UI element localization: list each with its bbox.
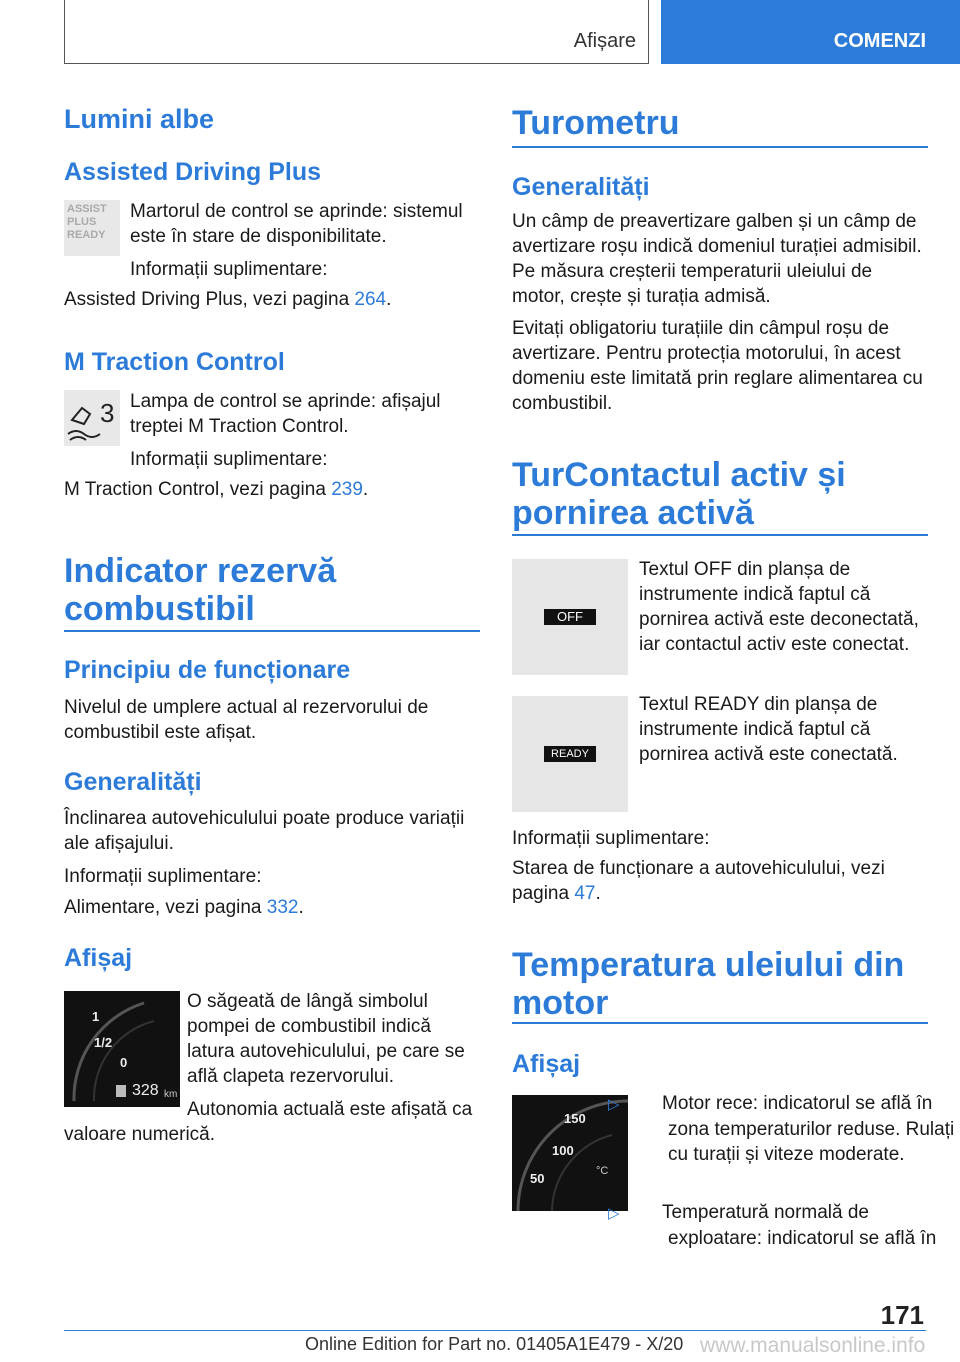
- header-tab-label: COMENZI: [833, 30, 926, 52]
- off-indicator-image: OFF: [512, 559, 628, 675]
- adp-reference: Assisted Driving Plus, vezi pagina 264.: [64, 289, 392, 310]
- mtc-title: M Traction Control: [64, 348, 285, 376]
- fuel-pump-icon: [116, 1085, 126, 1097]
- mtc-text: Lampa de control se aprinde: afișajul treptei M Traction Control.: [130, 391, 441, 437]
- ready-indicator-image: READY: [512, 696, 628, 812]
- bullet-item-2: ▷ Temperatură normală de exploatare: indicatorul se află în: [608, 1202, 937, 1249]
- lumini-albe-title: Lumini albe: [64, 104, 215, 134]
- left-generalitati-text: Înclinarea autovehiculului poate produce variații ale afișajului.: [64, 808, 465, 854]
- adp-indicator-icon: ASSIST PLUS READY: [64, 200, 120, 256]
- left-afisaj-text: O săgeată de lângă simbolul pompei de combustibil indică latura autovehiculului, pe care se află clapeta rezervorului.: [187, 991, 465, 1087]
- mtc-page-link[interactable]: 239: [331, 479, 363, 500]
- header-tab: [661, 0, 960, 64]
- turometru-rule: [512, 146, 928, 148]
- adp-info-label: Informații suplimentare:: [130, 259, 328, 280]
- turometru-title: Turometru: [512, 104, 680, 142]
- principiu-text: Nivelul de umplere actual al rezervorului de combustibil este afișat.: [64, 697, 429, 743]
- triangle-bullet-icon: ▷: [608, 1205, 620, 1222]
- bullet-item-1: ▷ Motor rece: indicatorul se află în zona temperaturilor reduse. Rulați cu turații și viteze moderate.: [608, 1093, 955, 1165]
- header-section-label: Afișare: [573, 30, 636, 52]
- fuel-gauge-image: 1 1/2 0 328 km: [64, 991, 180, 1107]
- right-generalitati-text: Un câmp de preavertizare galben și un câmp de avertizare roșu indică domeniul turației admisibil. Pe măsura creșterii temperaturii uleiului de motor, crește și turația admisă.: [512, 211, 922, 307]
- right-info-label: Informații suplimentare:: [512, 828, 710, 849]
- footer-rule: [64, 1330, 926, 1331]
- triangle-bullet-icon: ▷: [608, 1096, 620, 1113]
- mtc-info-label: Informații suplimentare:: [130, 449, 328, 470]
- left-afisaj-text2: Autonomia actuală este afișată ca valoare numerică.: [64, 1099, 473, 1145]
- mtc-reference: M Traction Control, vezi pagina 239.: [64, 479, 369, 500]
- principiu-title: Principiu de funcționare: [64, 656, 351, 684]
- adp-text: Martorul de control se aprinde: sistemul este în stare de disponibilitate.: [130, 201, 463, 247]
- fuel-reserve-title: Indicator rezervă combustibil: [64, 552, 337, 628]
- fuel-title-rule: [64, 630, 480, 632]
- contact-rule: [512, 534, 928, 536]
- page-number: 171: [880, 1300, 924, 1330]
- left-generalitati-info: Informații suplimentare:: [64, 866, 262, 887]
- oil-temp-rule: [512, 1022, 928, 1024]
- stare-page-link[interactable]: 47: [574, 883, 596, 904]
- right-generalitati-text2: Evitați obligatoriu turațiile din câmpul roșu de avertizare. Pentru protecția motorului, în acest domeniu este limitată prin reglare alimentarea cu combustibil.: [512, 318, 923, 414]
- oil-temp-title: Temperatura uleiului din motor: [512, 946, 905, 1022]
- ready-text: Textul READY din planșa de instrumente indică faptul că pornirea activă este conectată.: [639, 694, 898, 765]
- adp-page-link[interactable]: 264: [354, 289, 387, 310]
- right-afisaj-title: Afișaj: [512, 1050, 581, 1078]
- footer-watermark: www.manualsonline.info: [700, 1334, 926, 1357]
- right-generalitati-title: Generalități: [512, 173, 650, 201]
- contact-title: TurContactul activ și pornirea activă: [512, 456, 846, 532]
- adp-title: Assisted Driving Plus: [64, 158, 322, 186]
- mtc-indicator-icon: 3: [64, 390, 120, 446]
- alimentare-page-link[interactable]: 332: [266, 897, 299, 918]
- right-reference: Starea de funcționare a autovehiculului, vezi pagina 47.: [512, 858, 885, 904]
- left-generalitati-title: Generalități: [64, 768, 202, 796]
- left-generalitati-reference: Alimentare, vezi pagina 332.: [64, 897, 304, 918]
- left-afisaj-title: Afișaj: [64, 944, 133, 972]
- footer-edition: Online Edition for Part no. 01405A1E479 - X/20: [305, 1334, 684, 1354]
- oil-temp-gauge-image: 150 100 50 °C: [512, 1095, 628, 1211]
- off-text: Textul OFF din planșa de instrumente indică faptul că pornirea activă este deconectată, iar contactul activ este conectat.: [639, 559, 919, 655]
